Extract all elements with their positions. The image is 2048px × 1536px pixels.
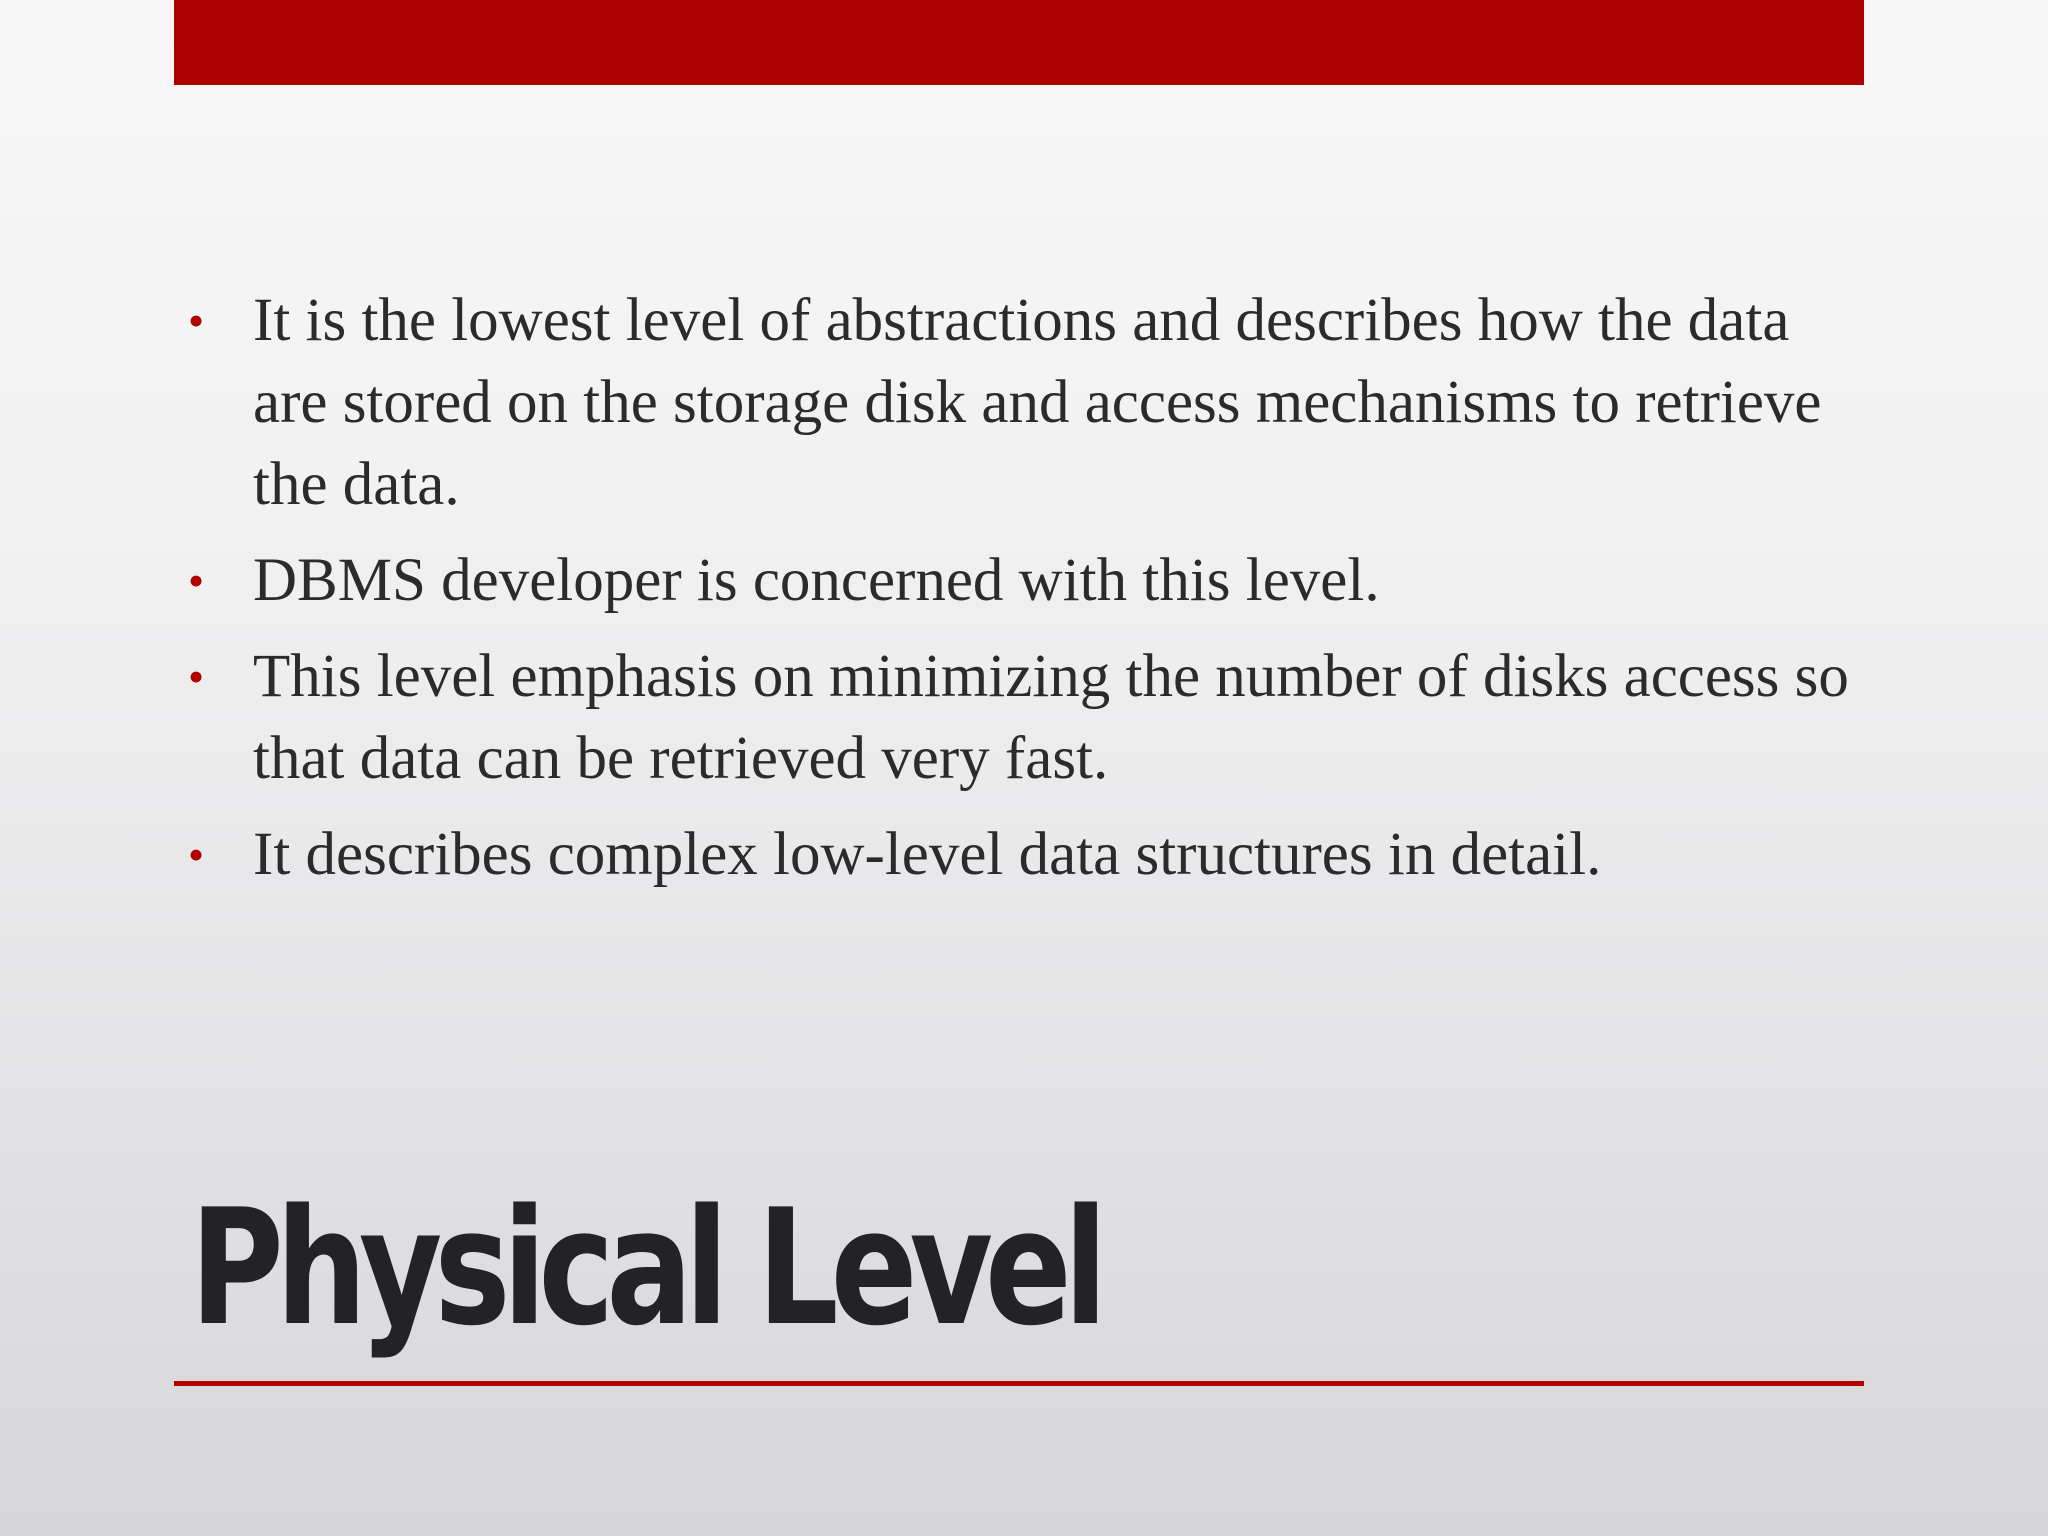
bullet-item-4 <box>174 814 1864 896</box>
bullet-icon: • <box>188 555 205 606</box>
top-accent-bar <box>174 0 1864 85</box>
slide-content <box>174 280 1864 910</box>
bullet-text-3: This level emphasis on minimizing the number of disks access so that data can be retrieved very fast. <box>253 643 1849 792</box>
bullet-text-2: DBMS developer is concerned with this level. <box>253 547 1380 614</box>
bullet-icon: • <box>188 829 205 880</box>
bullet-icon: • <box>188 295 205 346</box>
bullet-item-1 <box>174 280 1864 526</box>
bullet-list <box>174 280 1864 896</box>
bullet-text-1: It is the lowest level of abstractions and describes how the data are stored on the storage disk and access mechanisms to retrieve the data. <box>253 287 1822 518</box>
bottom-divider <box>174 1381 1864 1386</box>
bullet-item-3 <box>174 636 1864 800</box>
bullet-icon: • <box>188 651 205 702</box>
bullet-item-2 <box>174 540 1864 622</box>
slide-title: Physical Level <box>190 1174 1100 1361</box>
bullet-text-4: It describes complex low-level data structures in detail. <box>253 821 1602 888</box>
